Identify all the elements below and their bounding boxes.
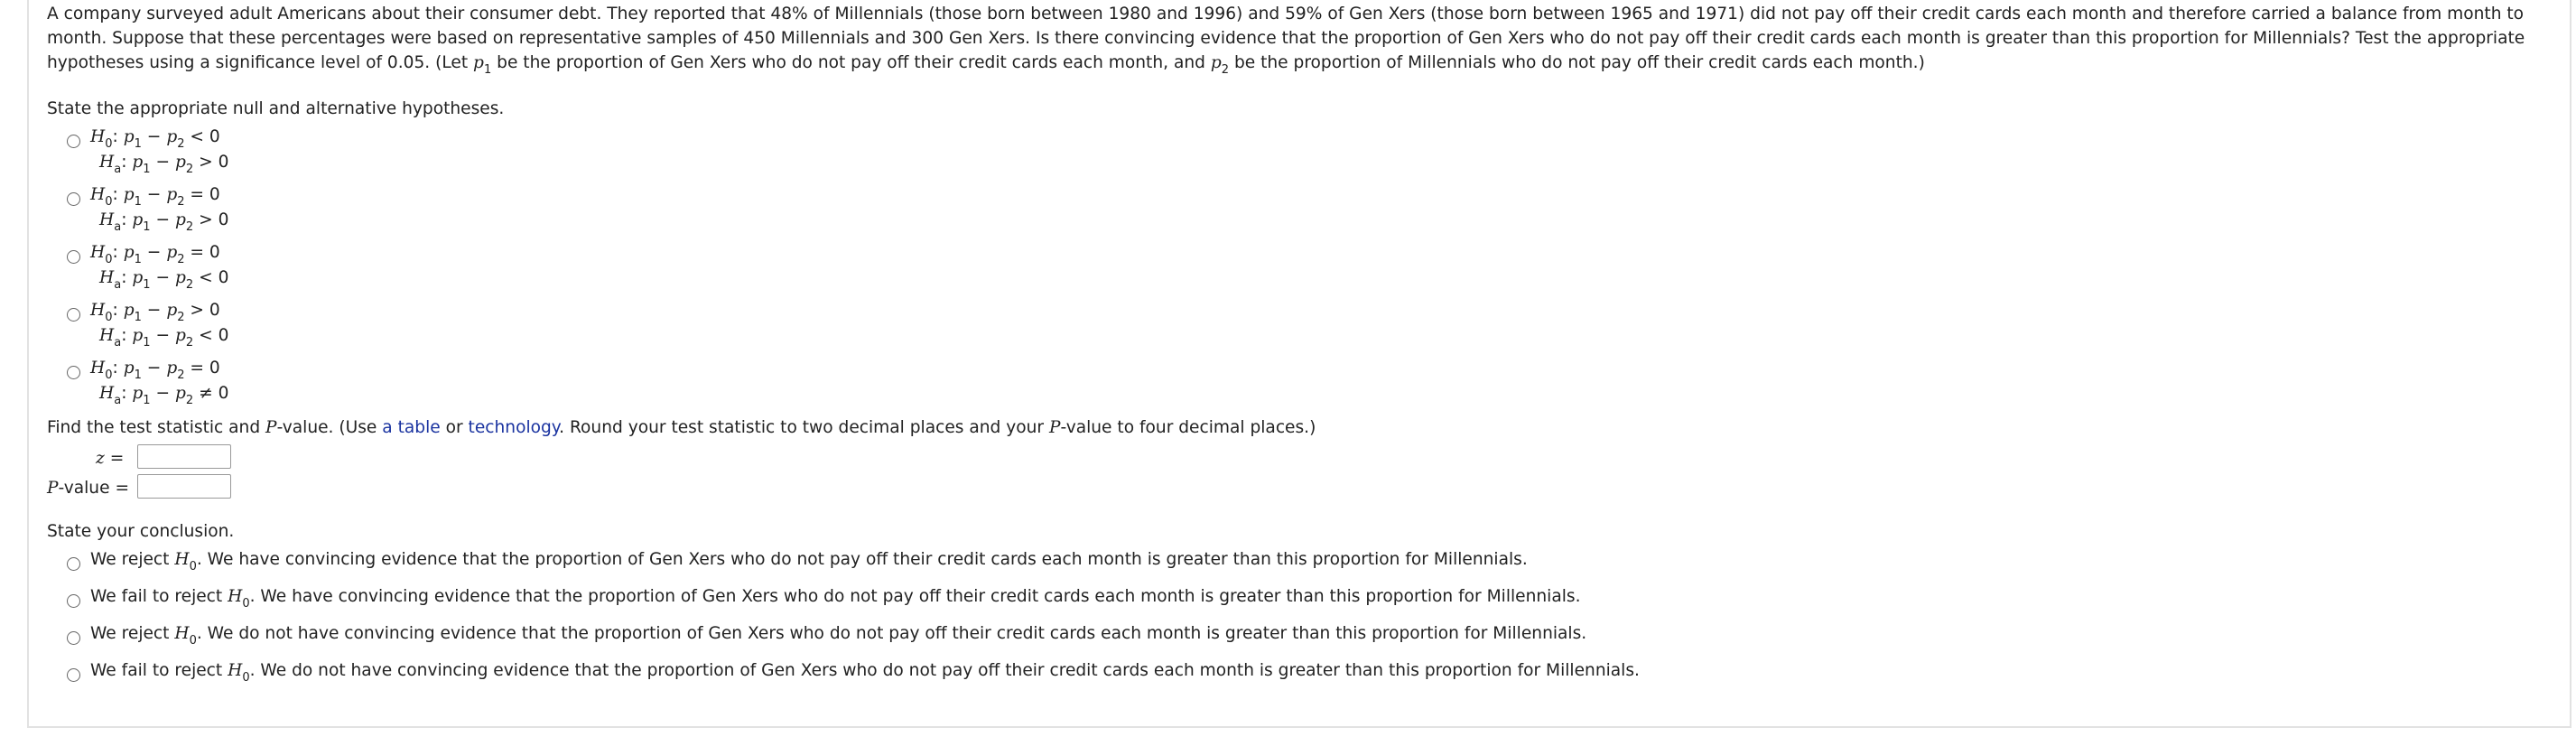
p2-sub: 2 bbox=[185, 163, 194, 176]
minus-sign: − bbox=[155, 384, 171, 403]
h0-subscript: 0 bbox=[105, 311, 113, 324]
radio-button[interactable] bbox=[67, 192, 80, 206]
p1-sub: 1 bbox=[134, 368, 142, 382]
equals-sign: = bbox=[109, 449, 125, 468]
p1-sub: 1 bbox=[143, 163, 151, 176]
h0-relation: > 0 bbox=[190, 301, 220, 320]
radio-button[interactable] bbox=[67, 250, 80, 264]
h-symbol: H bbox=[99, 384, 115, 403]
p-value-input[interactable] bbox=[137, 474, 231, 499]
p-symbol: p bbox=[175, 326, 186, 345]
h0-subscript: 0 bbox=[189, 560, 197, 573]
p2-sub: 2 bbox=[177, 368, 185, 382]
conclusion-post: . We have convincing evidence that the proportion of Gen Xers who do not pay off their credit cards each month is greater than this proportion for Millennials. bbox=[249, 587, 1581, 606]
minus-sign: − bbox=[155, 210, 171, 229]
p2-sub: 2 bbox=[177, 195, 185, 209]
conclusion-pre: We reject bbox=[90, 550, 175, 569]
h0-subscript: 0 bbox=[105, 253, 113, 266]
p-symbol: p bbox=[123, 301, 135, 320]
minus-sign: − bbox=[146, 301, 162, 320]
p-symbol: p bbox=[132, 384, 144, 403]
p-symbol: p bbox=[166, 243, 178, 262]
hypotheses-prompt: State the appropriate null and alternative hypotheses. bbox=[47, 99, 505, 118]
h0-subscript: 0 bbox=[189, 634, 197, 648]
p-symbol: p bbox=[132, 210, 144, 229]
h-symbol: H bbox=[99, 326, 115, 345]
p-symbol: p bbox=[123, 243, 135, 262]
p1-subscript: 1 bbox=[483, 63, 492, 77]
p-symbol: p bbox=[175, 210, 186, 229]
test-statistic-prompt bbox=[47, 418, 2557, 437]
p-symbol: p bbox=[166, 301, 178, 320]
h0-subscript: 0 bbox=[105, 137, 113, 151]
minus-sign: − bbox=[146, 127, 162, 146]
p-symbol: p bbox=[123, 185, 135, 204]
p1-sub: 1 bbox=[143, 394, 151, 407]
answer-fields bbox=[47, 444, 2557, 504]
p-symbol: p bbox=[166, 359, 178, 378]
ha-subscript: a bbox=[114, 278, 122, 292]
p-symbol: p bbox=[123, 359, 135, 378]
colon: : bbox=[112, 359, 118, 378]
conclusion-prompt: State your conclusion. bbox=[47, 522, 235, 541]
conclusion-pre: We fail to reject bbox=[90, 661, 228, 680]
p-value-label bbox=[47, 479, 129, 498]
prompt-text: -value. (Use bbox=[276, 418, 383, 437]
p1-sub: 1 bbox=[143, 336, 151, 350]
alternative-hypothesis bbox=[99, 210, 229, 234]
conclusion-post: . We do not have convincing evidence that the proportion of Gen Xers who do not pay off their credit cards each month is greater than this proportion for Millennials. bbox=[196, 624, 1587, 643]
radio-button[interactable] bbox=[67, 308, 80, 322]
p2-sub: 2 bbox=[185, 278, 194, 292]
minus-sign: − bbox=[146, 243, 162, 262]
colon: : bbox=[121, 153, 127, 172]
p2-sub: 2 bbox=[177, 311, 185, 324]
conclusion-options bbox=[47, 550, 2557, 698]
p-symbol: p bbox=[132, 326, 144, 345]
p2-sub: 2 bbox=[177, 137, 185, 151]
ha-relation: ≠ 0 bbox=[199, 384, 229, 403]
h-symbol: H bbox=[99, 210, 115, 229]
h-symbol: H bbox=[99, 268, 115, 287]
h-symbol: H bbox=[228, 587, 243, 606]
prompt-text: . Round your test statistic to two decimal places and your bbox=[559, 418, 1049, 437]
ha-subscript: a bbox=[114, 220, 122, 234]
z-variable: z bbox=[96, 449, 105, 468]
table-link[interactable]: a table bbox=[382, 418, 441, 437]
conclusion-pre: We reject bbox=[90, 624, 175, 643]
conclusion-option-2[interactable] bbox=[67, 587, 2557, 624]
hypothesis-option-1[interactable] bbox=[67, 127, 2557, 185]
p2-sub: 2 bbox=[185, 394, 194, 407]
conclusion-text bbox=[90, 624, 1587, 648]
question-content bbox=[47, 0, 2557, 698]
conclusion-post: . We do not have convincing evidence that the proportion of Gen Xers who do not pay off their credit cards each month is greater than this proportion for Millennials. bbox=[249, 661, 1640, 680]
conclusion-option-3[interactable] bbox=[67, 624, 2557, 661]
z-field-row bbox=[47, 444, 2557, 474]
p-symbol: p bbox=[123, 127, 135, 146]
colon: : bbox=[112, 301, 118, 320]
radio-button[interactable] bbox=[67, 557, 80, 571]
prompt-text: -value to four decimal places.) bbox=[1060, 418, 1316, 437]
h-symbol: H bbox=[90, 301, 106, 320]
conclusion-pre: We fail to reject bbox=[90, 587, 228, 606]
colon: : bbox=[121, 326, 127, 345]
hypothesis-option-3[interactable] bbox=[67, 243, 2557, 301]
h-symbol: H bbox=[174, 550, 190, 569]
null-hypothesis bbox=[90, 243, 220, 266]
p1-sub: 1 bbox=[134, 195, 142, 209]
colon: : bbox=[112, 127, 118, 146]
colon: : bbox=[112, 185, 118, 204]
p-variable: P bbox=[265, 418, 277, 437]
p2-subscript: 2 bbox=[1221, 63, 1230, 77]
null-hypothesis bbox=[90, 301, 220, 324]
conclusion-text bbox=[90, 587, 1581, 611]
p1-sub: 1 bbox=[143, 220, 151, 234]
conclusion-option-1[interactable] bbox=[67, 550, 2557, 587]
minus-sign: − bbox=[155, 153, 171, 172]
conclusion-option-4[interactable] bbox=[67, 661, 2557, 698]
alternative-hypothesis bbox=[99, 384, 229, 407]
problem-text-part-b: be the proportion of Gen Xers who do not pay off their credit cards each month, and bbox=[491, 53, 1211, 72]
h-symbol: H bbox=[90, 185, 106, 204]
p-symbol: p bbox=[175, 268, 186, 287]
radio-button[interactable] bbox=[67, 366, 80, 379]
p-symbol: p bbox=[132, 268, 144, 287]
problem-text-part-a: A company surveyed adult Americans about their consumer debt. They reported that 48% of Millennials (those born between 1980 and 1996) and 59% of Gen Xers (those born between 1965 and 1971) did not pay off their credit cards each month and therefore carried a balance from month to month. Suppose that these percentages were based on representative samples of 450 Millennials and 300 Gen Xers. Is there convincing evidence that the proportion of Gen Xers who do not pay off their credit cards each month is greater than this proportion for Millennials? Test the appropriate hypotheses using a significance level of 0.05. (Let bbox=[47, 5, 2525, 72]
p2-sub: 2 bbox=[185, 336, 194, 350]
prompt-text: or bbox=[440, 418, 469, 437]
h0-subscript: 0 bbox=[105, 195, 113, 209]
ha-relation: < 0 bbox=[199, 268, 229, 287]
null-hypothesis bbox=[90, 185, 220, 209]
p1-sub: 1 bbox=[143, 278, 151, 292]
h0-subscript: 0 bbox=[242, 597, 250, 611]
minus-sign: − bbox=[155, 326, 171, 345]
ha-relation: > 0 bbox=[199, 210, 229, 229]
p2-sub: 2 bbox=[177, 253, 185, 266]
ha-subscript: a bbox=[114, 394, 122, 407]
p1-sub: 1 bbox=[134, 253, 142, 266]
p-symbol: p bbox=[175, 153, 186, 172]
question-card bbox=[27, 0, 2571, 728]
p2-sub: 2 bbox=[185, 220, 194, 234]
ha-relation: < 0 bbox=[199, 326, 229, 345]
p-variable: P bbox=[1048, 418, 1061, 437]
h-symbol: H bbox=[228, 661, 243, 680]
colon: : bbox=[121, 210, 127, 229]
h0-subscript: 0 bbox=[242, 671, 250, 685]
h-symbol: H bbox=[90, 127, 106, 146]
hypothesis-option-5[interactable] bbox=[67, 359, 2557, 416]
hypothesis-option-2[interactable] bbox=[67, 185, 2557, 243]
problem-text-part-c: be the proportion of Millennials who do not pay off their credit cards each month.) bbox=[1229, 53, 1925, 72]
prompt-text: Find the test statistic and bbox=[47, 418, 266, 437]
ha-subscript: a bbox=[114, 336, 122, 350]
p1-variable: p bbox=[473, 53, 484, 72]
h-symbol: H bbox=[174, 624, 190, 643]
z-label bbox=[96, 449, 124, 468]
p-symbol: p bbox=[166, 185, 178, 204]
h0-relation: = 0 bbox=[190, 243, 220, 262]
h-symbol: H bbox=[90, 359, 106, 378]
h0-subscript: 0 bbox=[105, 368, 113, 382]
radio-button[interactable] bbox=[67, 135, 80, 148]
p-symbol: p bbox=[166, 127, 178, 146]
h0-relation: < 0 bbox=[190, 127, 220, 146]
p-variable: P bbox=[47, 479, 59, 498]
minus-sign: − bbox=[155, 268, 171, 287]
p-value-field-row bbox=[47, 474, 2557, 504]
z-input[interactable] bbox=[137, 444, 231, 469]
alternative-hypothesis bbox=[99, 268, 229, 292]
p2-variable: p bbox=[1210, 53, 1222, 72]
conclusion-post: . We have convincing evidence that the proportion of Gen Xers who do not pay off their credit cards each month is greater than this proportion for Millennials. bbox=[196, 550, 1528, 569]
ha-relation: > 0 bbox=[199, 153, 229, 172]
null-hypothesis bbox=[90, 127, 220, 151]
alternative-hypothesis bbox=[99, 153, 229, 176]
null-hypothesis bbox=[90, 359, 220, 382]
conclusion-text bbox=[90, 661, 1640, 685]
technology-link[interactable]: technology bbox=[468, 418, 560, 437]
h-symbol: H bbox=[90, 243, 106, 262]
hypotheses-options bbox=[67, 127, 2557, 416]
p-symbol: p bbox=[132, 153, 144, 172]
h-symbol: H bbox=[99, 153, 115, 172]
colon: : bbox=[121, 384, 127, 403]
hypothesis-option-4[interactable] bbox=[67, 301, 2557, 359]
p1-sub: 1 bbox=[134, 311, 142, 324]
alternative-hypothesis bbox=[99, 326, 229, 350]
colon: : bbox=[112, 243, 118, 262]
radio-button[interactable] bbox=[67, 594, 80, 608]
conclusion-text bbox=[90, 550, 1528, 573]
equals-sign: = bbox=[115, 479, 130, 498]
ha-subscript: a bbox=[114, 163, 122, 176]
minus-sign: − bbox=[146, 185, 162, 204]
p1-sub: 1 bbox=[134, 137, 142, 151]
problem-statement bbox=[47, 0, 2557, 75]
minus-sign: − bbox=[146, 359, 162, 378]
radio-button[interactable] bbox=[67, 668, 80, 682]
p-symbol: p bbox=[175, 384, 186, 403]
colon: : bbox=[121, 268, 127, 287]
h0-relation: = 0 bbox=[190, 359, 220, 378]
h0-relation: = 0 bbox=[190, 185, 220, 204]
p-value-text: -value bbox=[58, 479, 110, 498]
radio-button[interactable] bbox=[67, 631, 80, 645]
